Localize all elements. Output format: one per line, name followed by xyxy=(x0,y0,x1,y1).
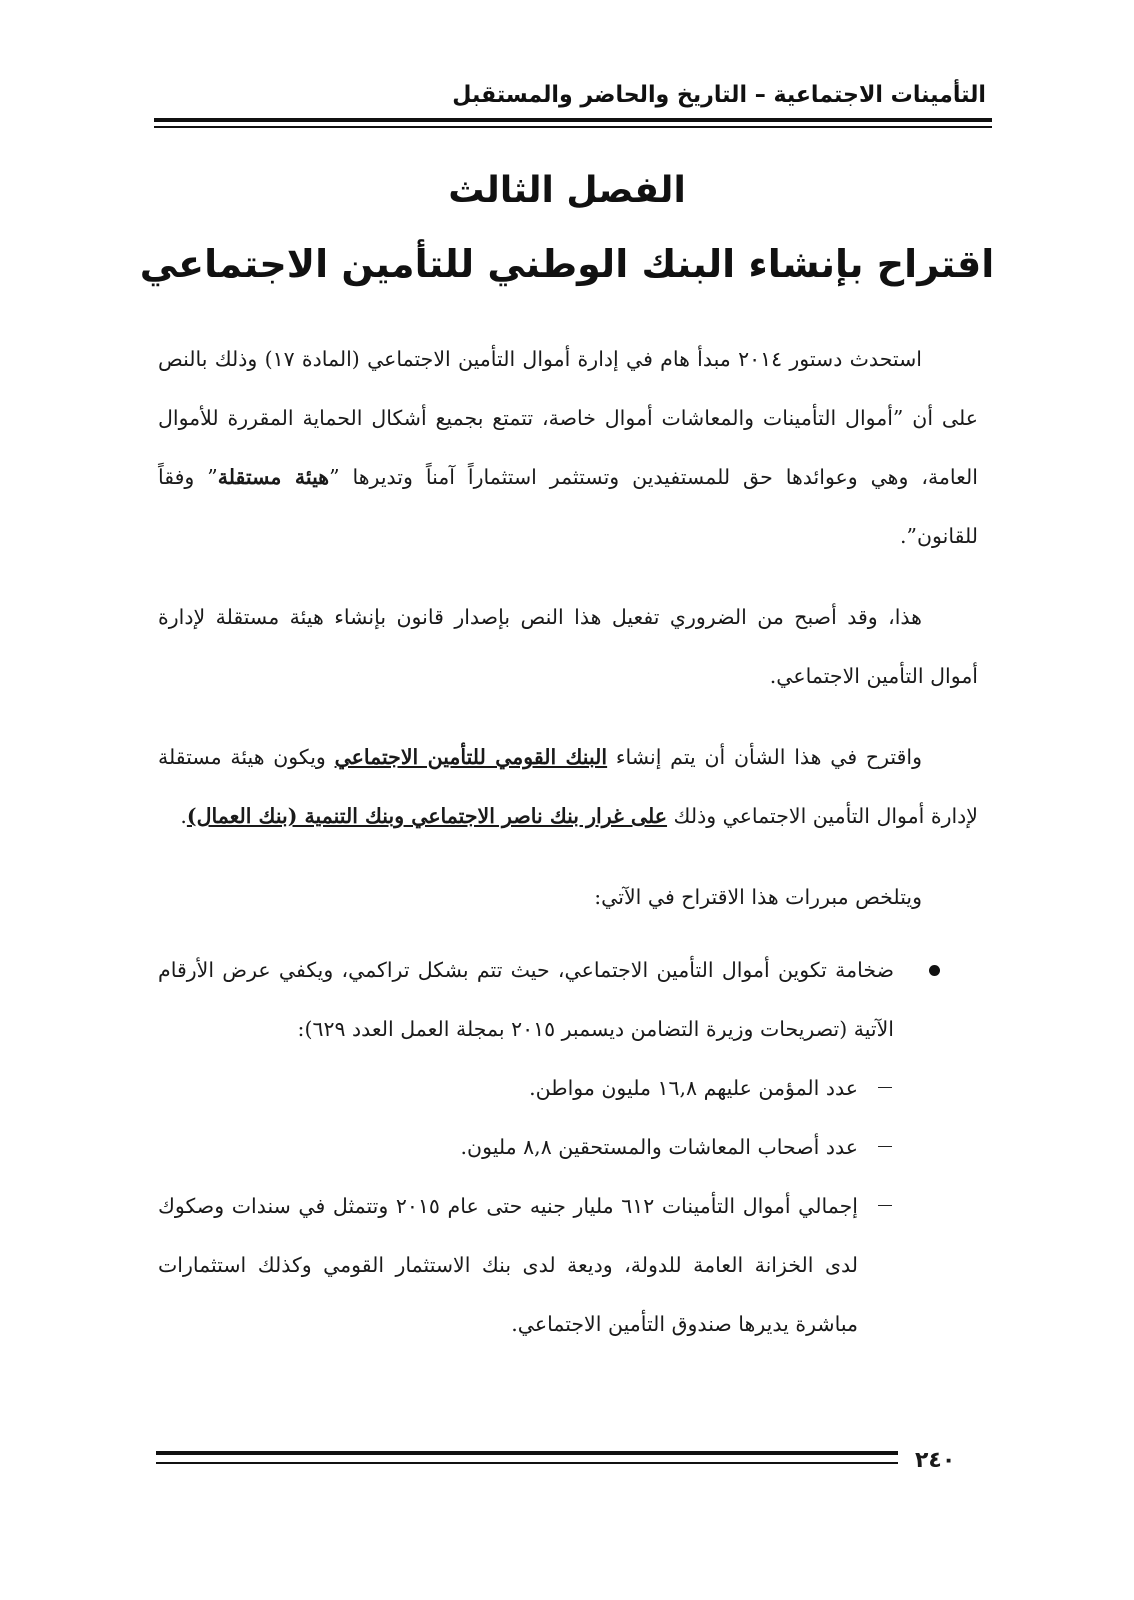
bullet-text: ضخامة تكوين أموال التأمين الاجتماعي، حيث تتم بشكل تراكمي، ويكفي عرض الأرقام الآتية (تصريحات وزيرة التضامن ديسمبر ٢٠١٥ بمجلة العمل العدد ٦٢٩): xyxy=(158,958,894,1041)
proposal-text-end: . xyxy=(180,804,187,828)
sub-item xyxy=(158,1177,978,1354)
dash-icon xyxy=(878,1087,892,1088)
paragraph-proposal xyxy=(158,728,978,846)
national-bank-name: البنك القومي للتأمين الاجتماعي xyxy=(334,745,608,769)
bullet-item xyxy=(158,941,978,1059)
sub-item xyxy=(158,1118,978,1177)
footer-rules xyxy=(156,1451,898,1464)
sub-item-text: عدد أصحاب المعاشات والمستحقين ٨,٨ مليون. xyxy=(460,1135,858,1159)
paragraph-constitution-text: استحدث دستور ٢٠١٤ مبدأ هام في إدارة أموال التأمين الاجتماعي (المادة ١٧) وذلك بالنص على أن ”أموال التأمينات والمعاشات أموال خاصة، تتمتع بجميع أشكال الحماية المقررة للأموال العامة، وهي وعوائدها حق للمستفيدين وتستثمر استثماراً آمناً وتديرها ” xyxy=(158,347,978,489)
dash-icon xyxy=(878,1146,892,1147)
paragraph-activation: هذا، وقد أصبح من الضروري تفعيل هذا النص بإصدار قانون بإنشاء هيئة مستقلة لإدارة أموال التأمين الاجتماعي. xyxy=(158,605,978,688)
proposal-text-b: ويكون هيئة مستقلة لإدارة أموال التأمين الاجتماعي وذلك xyxy=(158,745,978,828)
sub-item xyxy=(158,1059,978,1118)
running-header: التأمينات الاجتماعية – التاريخ والحاضر والمستقبل xyxy=(452,82,987,108)
independent-body-emphasis: هيئة مستقلة xyxy=(217,465,330,489)
proposal-text-a: واقترح في هذا الشأن أن يتم إنشاء xyxy=(607,745,922,769)
chapter-subtitle: اقتراح بإنشاء البنك الوطني للتأمين الاجتماعي xyxy=(139,242,995,286)
paragraph-constitution-end: ” وفقاً للقانون”. xyxy=(158,465,978,548)
paragraph-justifications-intro: ويتلخص مبررات هذا الاقتراح في الآتي: xyxy=(594,885,922,909)
footer-rule-thin xyxy=(156,1462,898,1464)
paragraph-constitution xyxy=(158,330,978,566)
header-rule-thick xyxy=(154,118,992,122)
dash-icon xyxy=(878,1205,892,1206)
comparison-banks: على غرار بنك ناصر الاجتماعي وبنك التنمية (بنك العمال) xyxy=(186,804,668,828)
header-rule-thin xyxy=(154,126,992,128)
sub-item-text: عدد المؤمن عليهم ١٦,٨ مليون مواطن. xyxy=(529,1076,858,1100)
bullet-dot-icon xyxy=(929,965,940,976)
body-text xyxy=(158,330,978,1354)
page-number: ٢٤٠ xyxy=(915,1448,956,1473)
sub-item-text: إجمالي أموال التأمينات ٦١٢ مليار جنيه حتى عام ٢٠١٥ وتتمثل في سندات وصكوك لدى الخزانة العامة للدولة، وديعة لدى بنك الاستثمار القومي وكذلك استثمارات مباشرة يديرها صندوق التأمين الاجتماعي. xyxy=(158,1194,858,1336)
chapter-title: الفصل الثالث xyxy=(448,170,686,211)
footer-rule-thick xyxy=(156,1451,898,1455)
